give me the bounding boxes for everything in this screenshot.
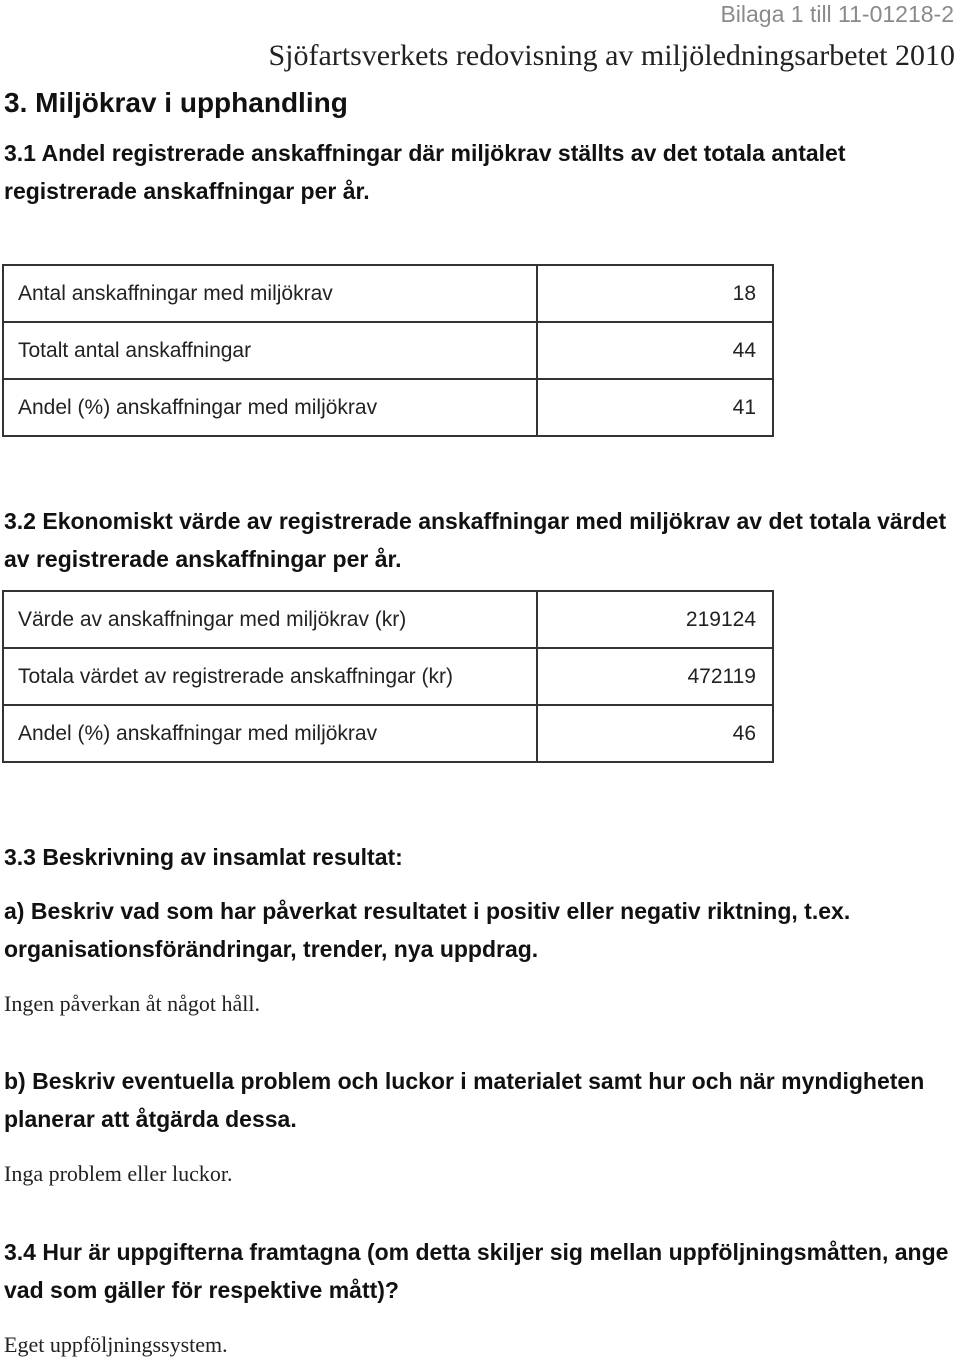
table-row bbox=[3, 322, 773, 379]
subsection-3-4-heading: 3.4 Hur är uppgifterna framtagna (om detta skiljer sig mellan uppföljningsmåtten, ange vad som gäller för respektive mått)? bbox=[4, 1239, 949, 1303]
table-row bbox=[3, 648, 773, 705]
table-row bbox=[3, 705, 773, 762]
answer-b: Inga problem eller luckor. bbox=[4, 1161, 233, 1186]
table-3-1 bbox=[2, 264, 774, 437]
subsection-3-1-heading: 3.1 Andel registrerade anskaffningar där miljökrav ställts av det totala antalet registrerade anskaffningar per år. bbox=[4, 140, 846, 204]
row-label: Värde av anskaffningar med miljökrav (kr) bbox=[3, 591, 537, 648]
row-label: Andel (%) anskaffningar med miljökrav bbox=[3, 705, 537, 762]
answer-a: Ingen påverkan åt något håll. bbox=[4, 991, 260, 1016]
row-label: Andel (%) anskaffningar med miljökrav bbox=[3, 379, 537, 436]
document-reference: Bilaga 1 till 11-01218-2 bbox=[720, 1, 954, 27]
document-title: Sjöfartsverkets redovisning av miljöledningsarbetet 2010 bbox=[268, 39, 955, 72]
row-value: 41 bbox=[537, 379, 773, 436]
table-3-2 bbox=[2, 590, 774, 763]
row-value: 44 bbox=[537, 322, 773, 379]
row-label: Totala värdet av registrerade anskaffningar (kr) bbox=[3, 648, 537, 705]
subsection-3-3-heading: 3.3 Beskrivning av insamlat resultat: bbox=[4, 844, 403, 870]
table-row bbox=[3, 265, 773, 322]
section-heading: 3. Miljökrav i upphandling bbox=[4, 87, 348, 118]
question-b: b) Beskriv eventuella problem och luckor i materialet samt hur och när myndigheten planerar att åtgärda dessa. bbox=[4, 1068, 925, 1132]
question-a: a) Beskriv vad som har påverkat resultatet i positiv eller negativ riktning, t.ex. organisationsförändringar, trender, nya uppdrag. bbox=[4, 898, 851, 962]
row-value: 219124 bbox=[537, 591, 773, 648]
row-label: Antal anskaffningar med miljökrav bbox=[3, 265, 537, 322]
subsection-3-2-heading: 3.2 Ekonomiskt värde av registrerade anskaffningar med miljökrav av det totala värdet av registrerade anskaffningar per år. bbox=[4, 508, 947, 572]
table-row bbox=[3, 591, 773, 648]
row-value: 46 bbox=[537, 705, 773, 762]
row-label: Totalt antal anskaffningar bbox=[3, 322, 537, 379]
answer-3-4: Eget uppföljningssystem. bbox=[4, 1332, 228, 1357]
row-value: 472119 bbox=[537, 648, 773, 705]
table-row bbox=[3, 379, 773, 436]
row-value: 18 bbox=[537, 265, 773, 322]
